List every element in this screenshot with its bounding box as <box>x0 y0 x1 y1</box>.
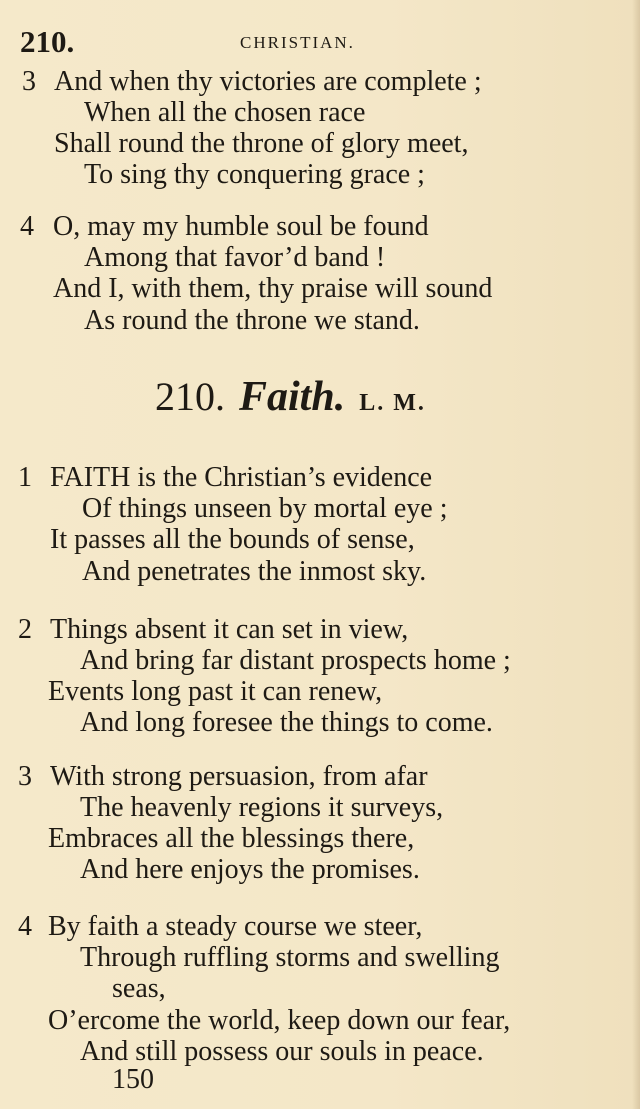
verse-line: With strong persuasion, from afar <box>50 761 428 792</box>
stanza-number: 1 <box>18 462 32 493</box>
running-head: CHRISTIAN. <box>240 33 355 52</box>
verse-line: Things absent it can set in view, <box>50 614 409 645</box>
page-edge-shadow <box>632 0 640 1109</box>
verse-line: And when thy victories are complete ; <box>54 66 482 97</box>
verse-line: Shall round the throne of glory meet, <box>54 128 469 159</box>
hymn-title <box>155 372 426 422</box>
verse-line: And long foresee the things to come. <box>80 707 493 738</box>
page-number-bottom: 150 <box>112 1064 154 1095</box>
page-header <box>0 24 640 64</box>
hymn-meter: L. M. <box>359 390 426 416</box>
stanza-number: 2 <box>18 614 32 645</box>
hymn-name: Faith. <box>239 374 346 420</box>
stanza-number: 4 <box>18 911 32 942</box>
page-number-top: 210. <box>20 24 75 59</box>
verse-line: O, may my humble soul be found <box>53 211 429 242</box>
verse-line: When all the chosen race <box>84 97 366 128</box>
verse-line: It passes all the bounds of sense, <box>50 524 415 555</box>
verse-line: The heavenly regions it surveys, <box>80 792 444 823</box>
verse-line: And here enjoys the promises. <box>80 854 420 885</box>
stanza-number: 3 <box>22 66 36 97</box>
verse-line: As round the throne we stand. <box>84 305 420 336</box>
verse-line: FAITH is the Christian’s evidence <box>50 462 433 493</box>
stanza-number: 4 <box>20 211 34 242</box>
verse-line: seas, <box>112 973 166 1004</box>
hymn-number: 210. <box>155 374 225 419</box>
verse-line: By faith a steady course we steer, <box>48 911 423 942</box>
verse-line: And I, with them, thy praise will sound <box>53 273 493 304</box>
verse-line: And bring far distant prospects home ; <box>80 645 511 676</box>
verse-line: Of things unseen by mortal eye ; <box>82 493 448 524</box>
verse-line: Among that favor’d band ! <box>84 242 386 273</box>
stanza-number: 3 <box>18 761 32 792</box>
verse-line: Events long past it can renew, <box>48 676 383 707</box>
verse-line: Embraces all the blessings there, <box>48 823 415 854</box>
verse-line: And still possess our souls in peace. <box>80 1036 484 1067</box>
verse-line: O’ercome the world, keep down our fear, <box>48 1005 511 1036</box>
verse-line: To sing thy conquering grace ; <box>84 159 425 190</box>
verse-line: Through ruffling storms and swelling <box>80 942 500 973</box>
verse-line: And penetrates the inmost sky. <box>82 556 427 587</box>
